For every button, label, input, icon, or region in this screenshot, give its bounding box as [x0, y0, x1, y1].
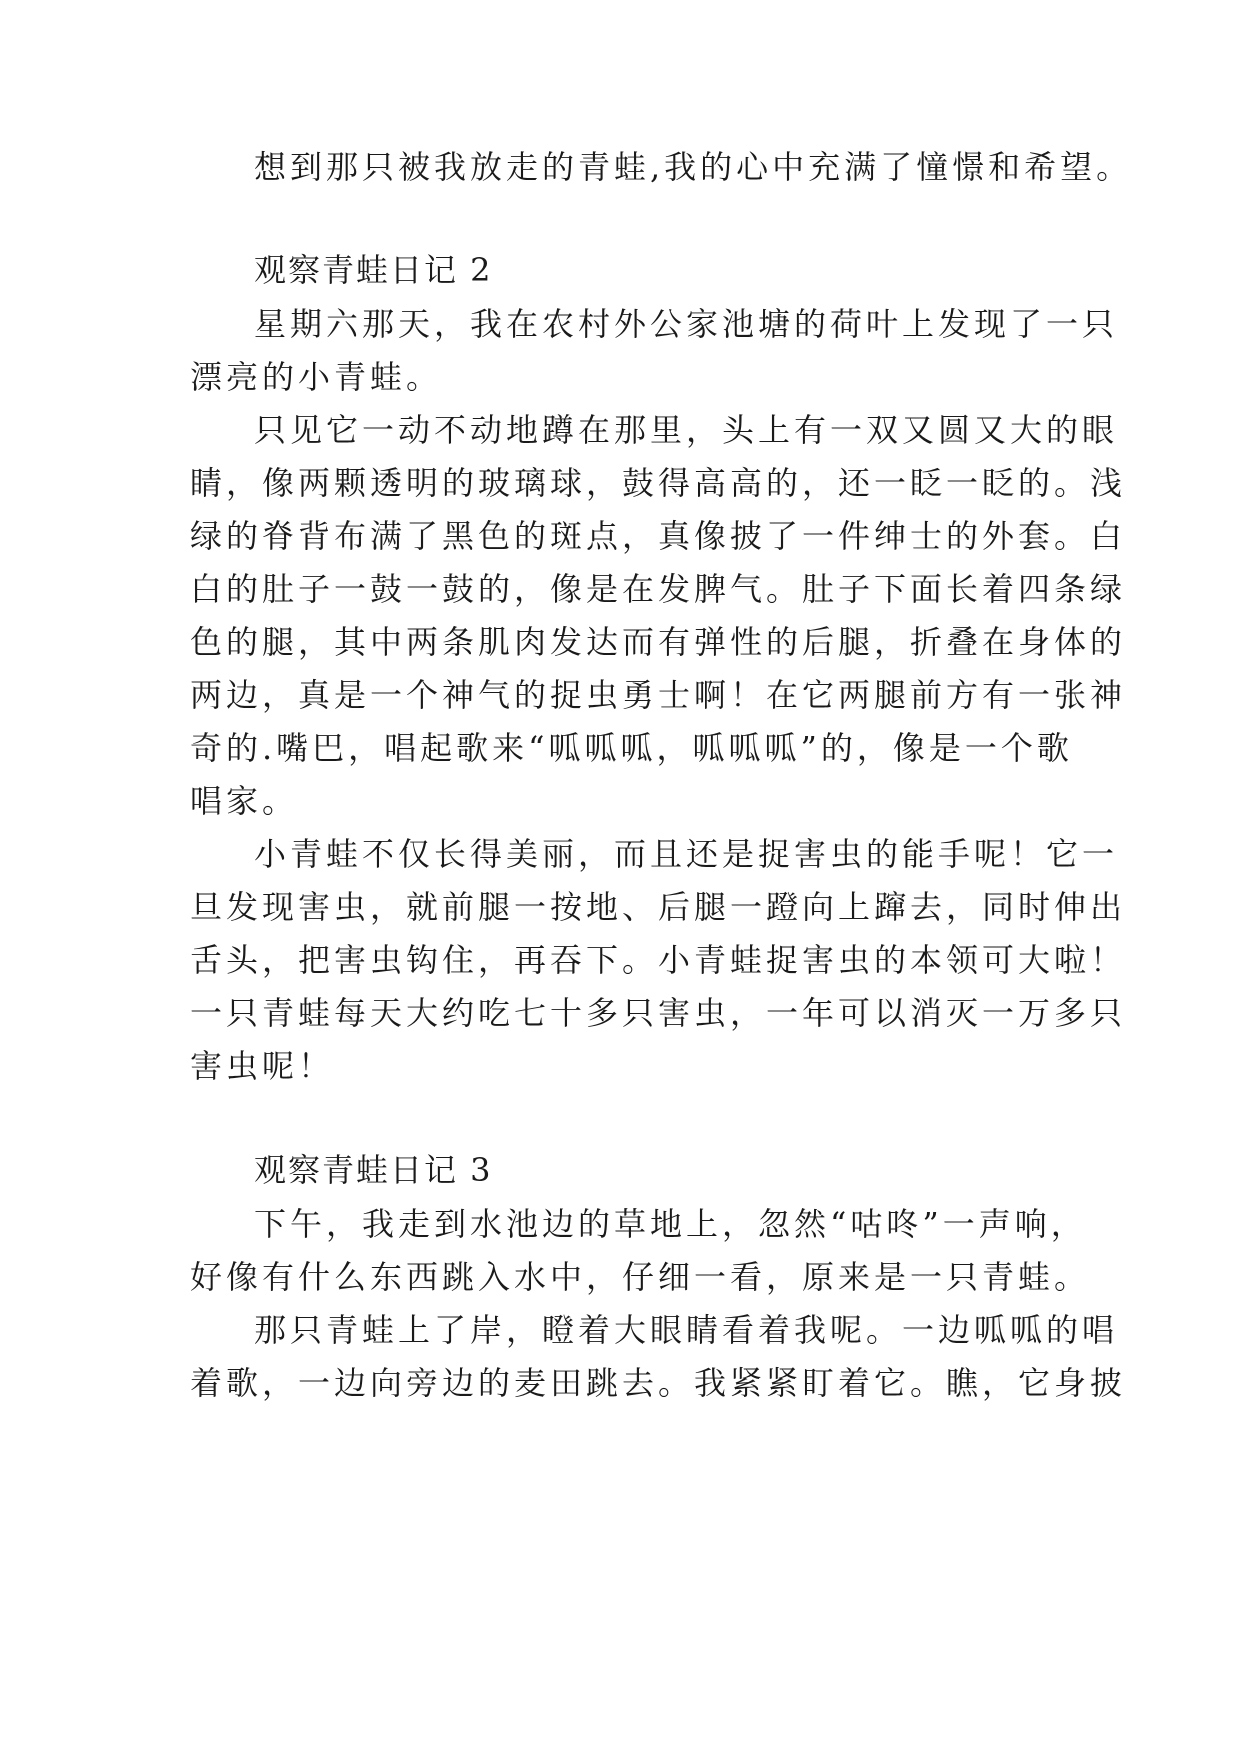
paragraph-line: 两边，真是一个神气的捉虫勇士啊！在它两腿前方有一张神 [190, 676, 1127, 714]
paragraph-line: 漂亮的小青蛙。 [190, 358, 443, 396]
paragraph-line: 色的腿，其中两条肌肉发达而有弹性的后腿，折叠在身体的 [190, 623, 1127, 661]
paragraph-line: 下午，我走到水池边的草地上，忽然“咕咚”一声响， [254, 1205, 1087, 1243]
paragraph-line: 旦发现害虫，就前腿一按地、后腿一蹬向上蹿去，同时伸出 [190, 888, 1127, 926]
section-heading: 观察青蛙日记 2 [254, 251, 493, 289]
paragraph-line: 绿的脊背布满了黑色的斑点，真像披了一件绅士的外套。白 [190, 517, 1127, 555]
paragraph-line: 一只青蛙每天大约吃七十多只害虫，一年可以消灭一万多只 [190, 994, 1127, 1032]
paragraph-line: 舌头，把害虫钩住，再吞下。小青蛙捉害虫的本领可大啦！ [190, 941, 1127, 979]
paragraph-line: 想到那只被我放走的青蛙,我的心中充满了憧憬和希望。 [254, 148, 1133, 186]
paragraph-line: 害虫呢！ [190, 1047, 335, 1085]
paragraph-line: 小青蛙不仅长得美丽，而且还是捉害虫的能手呢！它一 [254, 835, 1119, 873]
paragraph-line: 星期六那天，我在农村外公家池塘的荷叶上发现了一只 [254, 305, 1119, 343]
paragraph-line: 只见它一动不动地蹲在那里，头上有一双又圆又大的眼 [254, 411, 1119, 449]
paragraph-line: 好像有什么东西跳入水中，仔细一看，原来是一只青蛙。 [190, 1258, 1091, 1296]
paragraph-line: 着歌，一边向旁边的麦田跳去。我紧紧盯着它。瞧，它身披 [190, 1364, 1127, 1402]
paragraph-line: 唱家。 [190, 782, 299, 820]
paragraph-line: 睛，像两颗透明的玻璃球，鼓得高高的，还一眨一眨的。浅 [190, 464, 1127, 502]
paragraph-line: 那只青蛙上了岸，瞪着大眼睛看着我呢。一边呱呱的唱 [254, 1311, 1119, 1349]
section-heading: 观察青蛙日记 3 [254, 1151, 493, 1189]
paragraph-line: 白的肚子一鼓一鼓的，像是在发脾气。肚子下面长着四条绿 [190, 570, 1127, 608]
paragraph-line: 奇的.嘴巴，唱起歌来“呱呱呱，呱呱呱”的，像是一个歌 [190, 729, 1073, 767]
